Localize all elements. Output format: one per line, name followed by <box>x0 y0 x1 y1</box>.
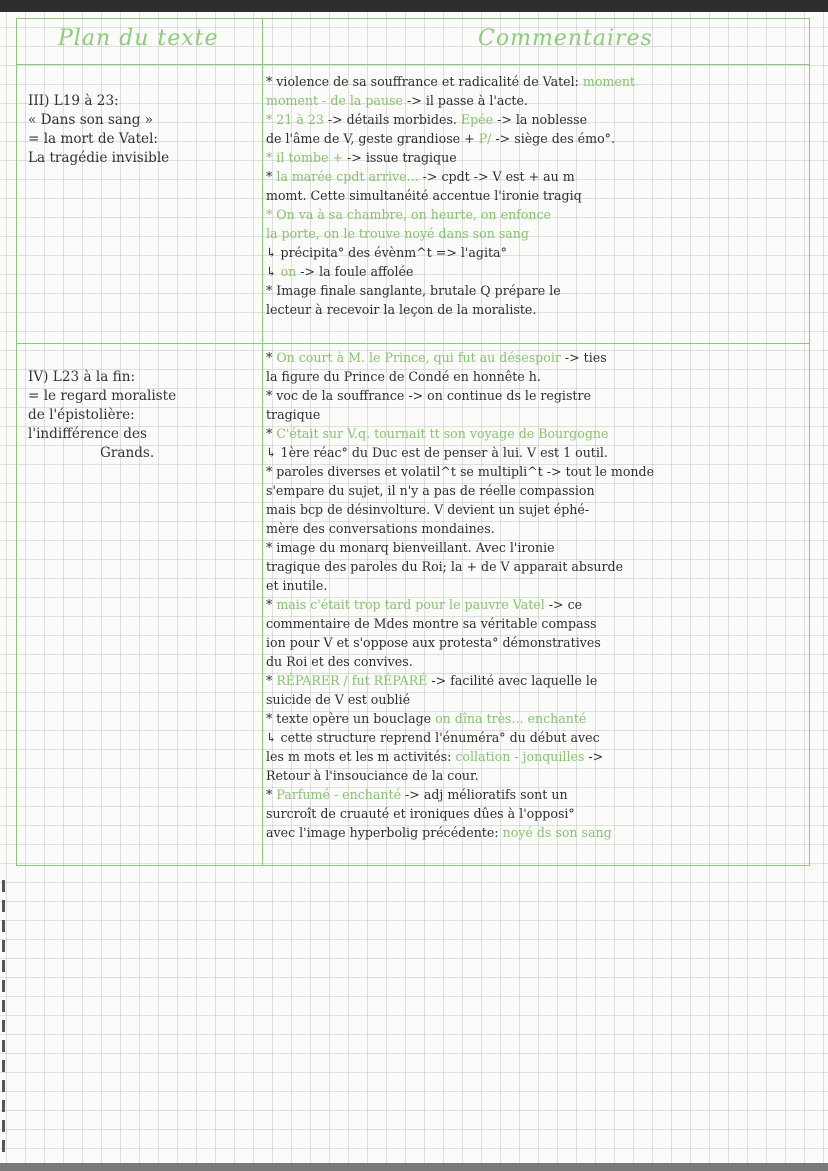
comment-segment: * <box>266 350 277 365</box>
comment-segment: * <box>266 426 277 441</box>
comment-line <box>266 348 808 367</box>
header-divider <box>16 64 810 65</box>
comment-line <box>266 462 808 481</box>
comment-line <box>266 424 808 443</box>
comment-line <box>266 804 808 823</box>
comment-line <box>266 148 808 167</box>
comment-segment: -> ce <box>548 597 583 612</box>
comment-segment: ↳ cette structure reprend l'énuméra° du début avec <box>266 730 600 745</box>
comment-segment: moment <box>582 74 635 89</box>
comment-segment: -> issue tragique <box>347 150 457 165</box>
page-top-edge <box>0 0 828 12</box>
comment-line <box>266 557 808 576</box>
comment-segment: moment - de la pause <box>266 93 408 108</box>
section-4-comments <box>266 348 808 842</box>
section-4-heading <box>28 368 260 463</box>
comment-segment: momt. Cette simultanéité accentue l'ironie tragiq <box>266 188 582 203</box>
comment-line <box>266 709 808 728</box>
comment-segment: mais bcp de désinvolture. V devient un sujet éphé- <box>266 502 590 517</box>
comment-line <box>266 262 808 281</box>
comment-segment: * <box>266 597 277 612</box>
comment-line <box>266 481 808 500</box>
comment-line <box>266 91 808 110</box>
comment-line <box>266 500 808 519</box>
comment-segment: -> adj mélioratifs sont un <box>405 787 568 802</box>
comment-line <box>266 386 808 405</box>
comment-line <box>266 671 808 690</box>
section-4-heading-line: l'indifférence des <box>28 426 147 442</box>
comment-segment: on dîna très... enchanté <box>435 711 587 726</box>
comment-segment: * On va à sa chambre, on heurte, on enfonce <box>266 207 552 222</box>
comment-line <box>266 519 808 538</box>
comment-line <box>266 243 808 262</box>
comment-segment: ↳ précipita° des évènm^t => l'agita° <box>266 245 507 260</box>
comment-segment: -> la foule affolée <box>300 264 414 279</box>
comment-line <box>266 224 808 243</box>
section-3-comments <box>266 72 808 319</box>
comment-segment: avec l'image hyperbolig précédente: <box>266 825 503 840</box>
comment-line <box>266 728 808 747</box>
comment-line <box>266 633 808 652</box>
section-divider <box>16 343 810 344</box>
comment-segment: collation - jonquilles <box>455 749 589 764</box>
comment-segment: * <box>266 169 277 184</box>
comment-segment: du Roi et des convives. <box>266 654 413 669</box>
section-3-heading-line: « Dans son sang » <box>28 112 154 128</box>
comment-segment: et inutile. <box>266 578 328 593</box>
comment-line <box>266 443 808 462</box>
comment-line <box>266 405 808 424</box>
comment-line <box>266 823 808 842</box>
comment-segment: ion pour V et s'oppose aux protesta° démonstratives <box>266 635 601 650</box>
comment-segment: * Image finale sanglante, brutale Q prépare le <box>266 283 561 298</box>
section-3-heading-line: III) L19 à 23: <box>28 93 119 109</box>
comment-segment: s'empare du sujet, il n'y a pas de réelle compassion <box>266 483 595 498</box>
comment-segment: * image du monarq bienveillant. Avec l'ironie <box>266 540 555 555</box>
comment-segment: * texte opère un bouclage <box>266 711 436 726</box>
comment-segment: les m mots et les m activités: <box>266 749 456 764</box>
comment-segment: la figure du Prince de Condé en honnête h. <box>266 369 541 384</box>
comment-segment: * <box>266 673 277 688</box>
comment-segment: la marée cpdt arrive... <box>276 169 423 184</box>
comment-segment: -> cpdt -> V est + au m <box>422 169 575 184</box>
comment-segment: C'était sur V.q. tournait tt son voyage de Bourgogne <box>276 426 609 441</box>
comment-line <box>266 167 808 186</box>
comment-line <box>266 367 808 386</box>
section-4-heading-line: = le regard moraliste <box>28 388 177 404</box>
comment-segment: mère des conversations mondaines. <box>266 521 495 536</box>
comment-line <box>266 785 808 804</box>
comment-line <box>266 72 808 91</box>
section-4-heading-line: Grands. <box>100 445 155 461</box>
comment-line <box>266 652 808 671</box>
column-divider <box>262 18 263 866</box>
comment-segment: -> <box>588 749 604 764</box>
comment-segment: On court à M. le Prince, qui fut au désespoir <box>276 350 565 365</box>
comment-segment: tragique des paroles du Roi; la + de V apparait absurde <box>266 559 624 574</box>
comment-segment: * <box>266 787 277 802</box>
comment-line <box>266 766 808 785</box>
comment-line <box>266 205 808 224</box>
notebook-binding <box>2 880 5 1160</box>
comment-segment: * il tombe + <box>266 150 348 165</box>
comment-segment: tragique <box>266 407 321 422</box>
comment-segment: -> facilité avec laquelle le <box>431 673 598 688</box>
comment-line <box>266 281 808 300</box>
comment-segment: Parfumé - enchanté <box>276 787 406 802</box>
comment-segment: ↳ <box>266 264 281 279</box>
comment-segment: Retour à l'insouciance de la cour. <box>266 768 479 783</box>
comment-segment: * 21 à 23 <box>266 112 328 127</box>
section-3-heading-line: La tragédie invisible <box>28 150 170 166</box>
comment-line <box>266 186 808 205</box>
comment-segment: Epée <box>460 112 498 127</box>
comment-segment: mais c'était trop tard pour le pauvre Vatel <box>276 597 549 612</box>
comment-segment: * paroles diverses et volatil^t se multipli^t -> tout le monde <box>266 464 655 479</box>
comment-segment: on <box>280 264 301 279</box>
comment-segment: -> ties <box>564 350 607 365</box>
comment-line <box>266 129 808 148</box>
section-4-heading-line: IV) L23 à la fin: <box>28 369 136 385</box>
comment-segment: lecteur à recevoir la leçon de la moraliste. <box>266 302 537 317</box>
header-commentaires: Commentaires <box>478 26 653 51</box>
comment-segment: RÉPARER / fut RÉPARÉ <box>276 673 432 688</box>
comment-segment: * voc de la souffrance -> on continue ds le registre <box>266 388 591 403</box>
comment-line <box>266 538 808 557</box>
comment-segment: surcroît de cruauté et ironiques dûes à l'opposi° <box>266 806 575 821</box>
comment-line <box>266 614 808 633</box>
comment-segment: -> la noblesse <box>497 112 588 127</box>
comment-segment: la porte, on le trouve noyé dans son sang <box>266 226 529 241</box>
comment-line <box>266 110 808 129</box>
comment-segment: -> siège des émo°. <box>495 131 615 146</box>
comment-line <box>266 747 808 766</box>
comment-segment: suicide de V est oublié <box>266 692 411 707</box>
section-4-heading-line: de l'épistolière: <box>28 407 135 423</box>
comment-segment: de l'âme de V, geste grandiose + <box>266 131 479 146</box>
comment-line <box>266 300 808 319</box>
header-plan-du-texte: Plan du texte <box>58 26 219 51</box>
comment-segment: * violence de sa souffrance et radicalité de Vatel: <box>266 74 583 89</box>
comment-segment: P/ <box>478 131 496 146</box>
comment-segment: -> il passe à l'acte. <box>407 93 528 108</box>
comment-segment: -> détails morbides. <box>327 112 461 127</box>
section-3-heading <box>28 92 260 168</box>
comment-line <box>266 576 808 595</box>
comment-segment: commentaire de Mdes montre sa véritable compass <box>266 616 597 631</box>
comment-line <box>266 595 808 614</box>
comment-segment: ↳ 1ère réac° du Duc est de penser à lui. V est 1 outil. <box>266 445 608 460</box>
page-bottom-edge <box>0 1163 828 1171</box>
comment-segment: noyé ds son sang <box>502 825 612 840</box>
section-3-heading-line: = la mort de Vatel: <box>28 131 159 147</box>
comment-line <box>266 690 808 709</box>
